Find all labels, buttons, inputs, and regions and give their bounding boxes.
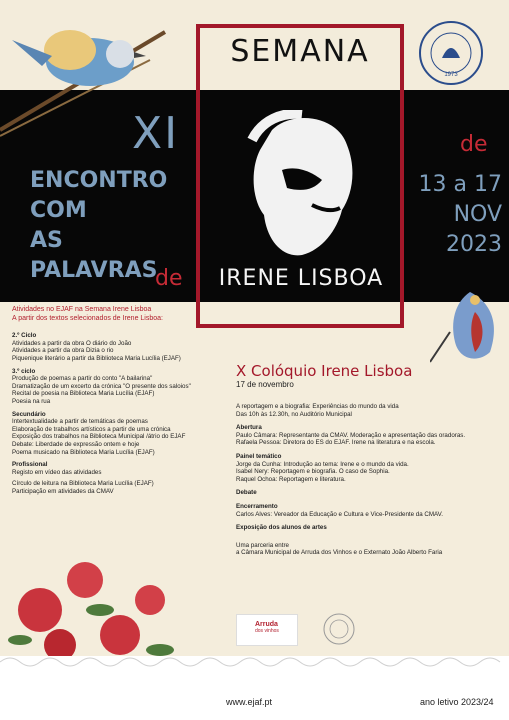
list-item: Poesia na rua [12,397,51,405]
block-title: Debate [236,489,257,497]
de-right: de [460,132,488,157]
block-item: Isabel Nery: Reportagem e biografia. O caso de Sophia. [236,468,390,476]
list-item: Atividades a partir da obra O diário do João [12,339,132,347]
intro-line: A partir dos textos selecionados de Irene Lisboa: [12,314,163,322]
coloquio-program [236,403,498,557]
school-seal [418,20,484,86]
list-item: Recital de poesia na Biblioteca Maria Lucília (EJAF) [12,390,155,398]
block-title: Encerramento [236,502,278,510]
program-line: Das 10h às 12.30h, no Auditório Municipal [236,410,352,418]
list-item: Registo em vídeo das atividades [12,468,102,476]
block-item: Raquel Ochoa: Reportagem e literatura. [236,475,346,483]
arruda-logo [236,614,298,646]
block-item: Carlos Alves: Vereador da Educação e Cultura e Vice-Presidente da CMAV. [236,510,443,518]
section-title: Profissional [12,461,48,469]
block-title: Painel temático [236,452,282,460]
left-activities [12,306,237,495]
section-title: 2.º Ciclo [12,332,37,340]
edition-number: XI [132,108,180,159]
date-line: NOV [453,202,502,227]
svg-text:1973: 1973 [444,72,458,78]
school-year: ano letivo 2023/24 [420,697,494,707]
lace-border [0,656,509,684]
de-left: de [155,266,183,291]
list-item: Piquenique literário a partir da Biblioteca Maria Lucília (EJAF) [12,354,181,362]
list-item: Círculo de leitura na Biblioteca Maria Lucília (EJAF) [12,480,154,488]
irene-portrait-silhouette [242,110,362,260]
encontro-line: COM [30,198,87,223]
coloquio-title: X Colóquio Irene Lisboa [236,362,413,380]
intro-line: Atividades no EJAF na Semana Irene Lisboa [12,306,152,313]
list-item: Produção de poemas a partir do conto "A bailarina" [12,375,153,383]
list-item: Exposição dos trabalhos na Biblioteca Municipal /átrio do EJAF [12,433,186,441]
section-title: 3.º ciclo [12,367,36,375]
encontro-line: ENCONTRO [30,168,168,193]
block-title: Exposição dos alunos de artes [236,524,327,532]
event-dates [410,170,502,260]
list-item: Atividades a partir da obra Dizia o rio [12,347,114,355]
logo-text: Arruda [255,621,278,628]
list-item: Poema musicado na Biblioteca Maria Lucília (EJAF) [12,448,155,456]
irene-lisboa-title: IRENE LISBOA [218,266,384,291]
footer-url[interactable]: www.ejaf.pt [226,697,273,707]
block-item: Jorge da Cunha: Introdução ao tema: Irene e o mundo da vida. [236,460,409,468]
partner-line: a Câmara Municipal de Arruda dos Vinhos e o Externato João Alberto Faria [236,549,443,557]
encontro-line: AS PALAVRAS [30,228,158,283]
date-line: 2023 [446,232,502,257]
block-title: Abertura [236,424,262,432]
block-item: Rafaela Pessoa: Diretora do ES do EJAF. Irene na literatura e na escola. [236,439,436,447]
partner-line: Uma parceria entre [236,541,289,549]
date-line: 13 a 17 [418,172,502,197]
school-seal-small [322,612,356,646]
list-item: Dramatização de um excerto da crónica "O presente dos saloios" [12,382,191,390]
list-item: Intertextualidade a partir de temáticas de poemas [12,418,148,426]
list-item: Participação em atividades da CMAV [12,487,114,495]
section-title: Secundário [12,410,46,418]
list-item: Debate: Liberdade de expressão ontem e hoje [12,440,140,448]
list-item: Elaboração de trabalhos artísticos a partir de uma crónica [12,425,171,433]
logo-subtext: dos vinhos [255,628,279,634]
bird-right-illustration [430,282,508,372]
block-item: Paulo Câmara: Representante da CMAV. Moderação e apresentação das oradoras. [236,431,466,439]
program-line: A reportagem e a biografia: Experiências do mundo da vida [236,403,399,410]
title-semana: SEMANA [230,34,370,69]
coloquio-date: 17 de novembro [236,380,294,389]
